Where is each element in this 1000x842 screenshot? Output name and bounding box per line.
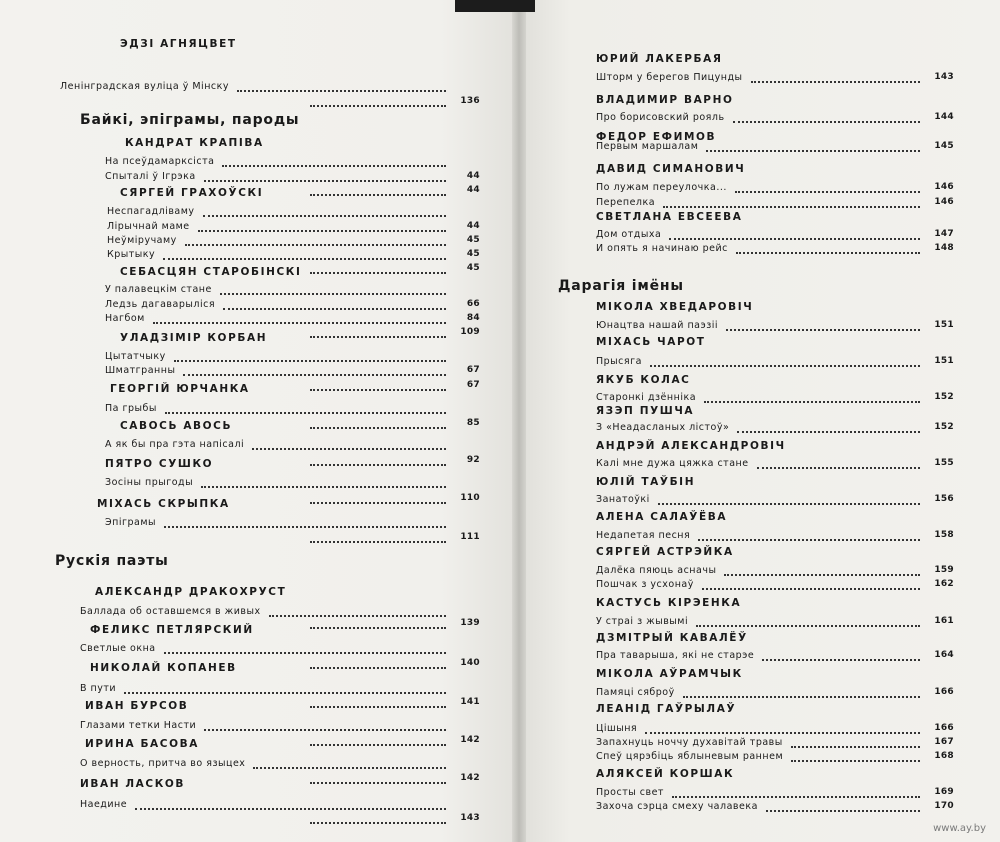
entry-title: Ленінградская вуліца ў Мінску (60, 81, 229, 92)
author-name: ИВАН БУРСОВ (85, 700, 189, 712)
entry-title: Наедине (80, 799, 128, 810)
toc-entry (558, 196, 954, 210)
entry-title: По лужам переулочка... (596, 182, 727, 193)
entry-title: И опять я начинаю рейс (596, 243, 728, 254)
author-name: ФЕДОР ЕФИМОВ (596, 131, 717, 143)
entry-title: Эпіграмы (105, 517, 156, 528)
toc-entry (60, 155, 480, 169)
leader-dots (645, 720, 920, 734)
toc-entry (60, 642, 480, 656)
toc-entry (558, 355, 954, 369)
leader-dots (724, 562, 920, 576)
author-name: АЛЕНА САЛАЎЁВА (596, 511, 728, 523)
leader-dots (174, 348, 446, 362)
toc-entry (60, 757, 480, 771)
entry-title: Юнацтва нашай паэзіі (596, 320, 719, 331)
author-name: ДАВИД СИМАНОВИЧ (596, 163, 746, 175)
watermark: www.ay.by (933, 823, 986, 834)
author-name: САВОСЬ АВОСЬ (120, 420, 233, 432)
leader-dots (696, 613, 920, 627)
author-name: ГЕОРГІЙ ЮРЧАНКА (110, 383, 250, 395)
page-number: 147 (934, 229, 954, 239)
leader-dots (135, 796, 446, 810)
toc-entry (558, 111, 954, 125)
leader-dots (791, 748, 920, 762)
leader-dots (310, 452, 446, 466)
toc-entry (60, 719, 480, 733)
page-number: 151 (934, 356, 954, 366)
entry-title: Про борисовский рояль (596, 112, 725, 123)
leader-dots (310, 615, 446, 629)
page-number: 44 (466, 171, 480, 181)
toc-entry (558, 686, 954, 700)
entry-title: О верность, притча во языцех (80, 758, 246, 769)
leader-dots (310, 377, 446, 391)
entry-title: Спыталі ў Ігрэка (105, 171, 196, 182)
page-number: 66 (466, 299, 480, 309)
page-number: 67 (466, 365, 480, 375)
toc-entry (558, 457, 954, 471)
author-name: ЮРИЙ ЛАКЕРБАЯ (596, 53, 723, 65)
author-name: ЭДЗІ АГНЯЦВЕТ (120, 38, 237, 50)
author-name: СВЕТЛАНА ЕВСЕЕВА (596, 211, 743, 223)
page-number: 45 (466, 249, 480, 259)
page-number: 161 (934, 616, 954, 626)
entry-title: Цытатчыку (105, 351, 166, 362)
page-number: 169 (934, 787, 954, 797)
leader-dots (198, 218, 446, 232)
entry-title: З «Неадасланых лістоў» (596, 422, 730, 433)
author-name: ЮЛІЙ ТАЎБІН (596, 476, 696, 488)
author-name: МІКОЛА ХВЕДАРОВІЧ (596, 301, 754, 313)
page-number: 136 (460, 96, 480, 106)
entry-title: Неўміручаму (107, 235, 177, 246)
page-number: 148 (934, 243, 954, 253)
leader-dots (153, 310, 446, 324)
page-number: 142 (460, 735, 480, 745)
entry-title: На псеўдамарксіста (105, 156, 215, 167)
page-number: 164 (934, 650, 954, 660)
author-name: КАНДРАТ КРАПІВА (125, 137, 264, 149)
leader-dots (726, 317, 920, 331)
entry-title: Шторм у берегов Пицунды (596, 72, 743, 83)
author-name: ФЕЛИКС ПЕТЛЯРСКИЙ (90, 624, 254, 636)
leader-dots (183, 362, 446, 376)
toc-entry (558, 181, 954, 195)
leader-dots (737, 419, 920, 433)
entry-title: Старонкі дзённіка (596, 392, 697, 403)
page-number: 142 (460, 773, 480, 783)
page-number: 166 (934, 687, 954, 697)
page-number: 156 (934, 494, 954, 504)
page-number: 167 (934, 737, 954, 747)
leader-dots (253, 755, 446, 769)
page-number: 111 (460, 532, 480, 542)
author-name: ЯЗЭП ПУШЧА (596, 405, 695, 417)
entry-title: Лірычнай маме (107, 221, 190, 232)
page-number: 151 (934, 320, 954, 330)
leader-dots (252, 436, 446, 450)
leader-dots (165, 400, 446, 414)
author-name: ДЗМІТРЫЙ КАВАЛЁЎ (596, 632, 748, 644)
leader-dots (791, 734, 920, 748)
leader-dots (203, 203, 446, 217)
entry-title: Па грыбы (105, 403, 157, 414)
leader-dots (310, 529, 446, 543)
book-gutter (512, 0, 526, 842)
toc-entry (60, 402, 480, 416)
author-name: ЯКУБ КОЛАС (596, 374, 691, 386)
author-name: ВЛАДИМИР ВАРНО (596, 94, 734, 106)
leader-dots (310, 694, 446, 708)
entry-title: Ледзь дагаварыліся (105, 299, 216, 310)
toc-entry (60, 516, 480, 530)
leader-dots (164, 514, 446, 528)
entry-title: Дом отдыха (596, 229, 662, 240)
toc-entry (558, 529, 954, 543)
entry-title: Запахнуць ноччу духавітай травы (596, 737, 783, 748)
leader-dots (310, 415, 446, 429)
entry-title: А як бы пра гэта напісалі (105, 439, 245, 450)
page-number: 155 (934, 458, 954, 468)
entry-title: Неспагадліваму (107, 206, 195, 217)
toc-entry (558, 391, 954, 405)
page-number: 110 (460, 493, 480, 503)
entry-title: Светлые окна (80, 643, 156, 654)
page-number: 162 (934, 579, 954, 589)
leader-dots (733, 109, 920, 123)
toc-entry (60, 476, 480, 490)
entry-title: Памяці сяброў (596, 687, 675, 698)
entry-title: Прысяга (596, 356, 642, 367)
leader-dots (310, 655, 446, 669)
entry-title: Первым маршалам (596, 141, 699, 152)
leader-dots (683, 684, 920, 698)
author-name: СЕБАСЦЯН СТАРОБІНСКІ (120, 266, 302, 278)
leader-dots (672, 784, 920, 798)
leader-dots (310, 810, 446, 824)
author-name: ЛЕАНІД ГАЎРЫЛАЎ (596, 703, 737, 715)
top-shadow (455, 0, 535, 12)
leader-dots (310, 490, 446, 504)
page-number: 170 (934, 801, 954, 811)
toc-entry (558, 750, 954, 764)
toc-entry (558, 421, 954, 435)
entry-title: Калі мне дужа цяжка стане (596, 458, 749, 469)
author-name: МІКОЛА АЎРАМЧЫК (596, 668, 743, 680)
entry-title: Баллада об оставшемся в живых (80, 606, 261, 617)
leader-dots (201, 474, 446, 488)
entry-title: Крытыку (107, 249, 156, 260)
author-name: ИРИНА БАСОВА (85, 738, 199, 750)
entry-title: Пошчак з усхонаў (596, 579, 694, 590)
author-name: МІХАСЬ СКРЫПКА (97, 498, 230, 510)
toc-page-line (60, 95, 480, 109)
toc-entry (558, 493, 954, 507)
entry-title: Глазами тетки Насти (80, 720, 197, 731)
page-number: 145 (934, 141, 954, 151)
toc-entry (60, 364, 480, 378)
page-number: 158 (934, 530, 954, 540)
page-number: 144 (934, 112, 954, 122)
author-name: НИКОЛАЙ КОПАНЕВ (90, 662, 237, 674)
entry-title: Шматгранны (105, 365, 176, 376)
leader-dots (658, 491, 920, 505)
page-number: 109 (460, 327, 480, 337)
page-number: 45 (466, 235, 480, 245)
entry-title: Недапетая песня (596, 530, 691, 541)
page-number: 139 (460, 618, 480, 628)
leader-dots (124, 680, 446, 694)
entry-title: Далёка пяюць асначы (596, 565, 717, 576)
toc-entry (558, 242, 954, 256)
leader-dots (766, 798, 920, 812)
section-heading: Дарагія імёны (558, 278, 684, 294)
leader-dots (706, 138, 920, 152)
entry-title: Пра таварыша, які не старэе (596, 650, 755, 661)
section-heading: Байкі, эпіграмы, пароды (80, 112, 300, 128)
leader-dots (163, 246, 446, 260)
entry-title: Нагбом (105, 313, 145, 324)
toc-entry (558, 649, 954, 663)
page-number: 146 (934, 182, 954, 192)
leader-dots (310, 260, 446, 274)
leader-dots (757, 455, 920, 469)
author-name: УЛАДЗІМІР КОРБАН (120, 332, 268, 344)
leader-dots (704, 389, 920, 403)
leader-dots (164, 640, 446, 654)
author-name: АНДРЭЙ АЛЕКСАНДРОВІЧ (596, 440, 786, 452)
leader-dots (223, 296, 446, 310)
toc-entry (60, 283, 480, 297)
author-name: ПЯТРО СУШКО (105, 458, 214, 470)
toc-page-line (60, 531, 480, 545)
leader-dots (762, 647, 920, 661)
leader-dots (310, 732, 446, 746)
page-number: 159 (934, 565, 954, 575)
leader-dots (185, 232, 446, 246)
entry-title: Просты свет (596, 787, 664, 798)
entry-title: Спеў цярэбіць яблыневым раннем (596, 751, 784, 762)
author-name: КАСТУСЬ КІРЭЕНКА (596, 597, 742, 609)
leader-dots (310, 93, 446, 107)
page-number: 168 (934, 751, 954, 761)
leader-dots (751, 69, 920, 83)
leader-dots (702, 576, 920, 590)
leader-dots (204, 168, 446, 182)
page-number: 67 (466, 380, 480, 390)
toc-entry (558, 140, 954, 154)
toc-page-line (60, 812, 480, 826)
entry-title: В пути (80, 683, 117, 694)
toc-entry (60, 80, 480, 94)
entry-title: Цішыня (596, 723, 638, 734)
page-number: 141 (460, 697, 480, 707)
leader-dots (735, 179, 920, 193)
leader-dots (310, 770, 446, 784)
entry-title: У палавецкім стане (105, 284, 212, 295)
page-number: 140 (460, 658, 480, 668)
leader-dots (663, 194, 920, 208)
toc-entry (60, 205, 480, 219)
page-number: 44 (466, 185, 480, 195)
leader-dots (222, 153, 446, 167)
author-name: СЯРГЕЙ АСТРЭЙКА (596, 546, 734, 558)
author-name: АЛЯКСЕЙ КОРШАК (596, 768, 735, 780)
entry-title: Зосіны прыгоды (105, 477, 194, 488)
author-name: ИВАН ЛАСКОВ (80, 778, 186, 790)
leader-dots (237, 78, 446, 92)
author-name: АЛЕКСАНДР ДРАКОХРУСТ (95, 586, 287, 598)
toc-entry (60, 438, 480, 452)
page-number: 92 (466, 455, 480, 465)
leader-dots (669, 226, 920, 240)
author-name: СЯРГЕЙ ГРАХОЎСКІ (120, 187, 264, 199)
page-number: 85 (466, 418, 480, 428)
page-number: 84 (466, 313, 480, 323)
leader-dots (736, 240, 920, 254)
author-name: МІХАСЬ ЧАРОТ (596, 336, 706, 348)
toc-entry (558, 578, 954, 592)
page-number: 143 (934, 72, 954, 82)
entry-title: Перепелка (596, 197, 656, 208)
leader-dots (698, 527, 920, 541)
entry-title: У страі з жывымі (596, 616, 689, 627)
section-heading: Рускія паэты (55, 553, 169, 569)
toc-entry (558, 800, 954, 814)
leader-dots (650, 353, 920, 367)
page-number: 45 (466, 263, 480, 273)
page-number: 146 (934, 197, 954, 207)
toc-entry (558, 71, 954, 85)
page-number: 166 (934, 723, 954, 733)
entry-title: Захоча сэрца смеху чалавека (596, 801, 758, 812)
toc-entry (558, 615, 954, 629)
page-number: 143 (460, 813, 480, 823)
leader-dots (310, 324, 446, 338)
page-number: 44 (466, 221, 480, 231)
leader-dots (204, 717, 446, 731)
leader-dots (310, 182, 446, 196)
toc-entry (558, 319, 954, 333)
entry-title: Занатоўкі (596, 494, 650, 505)
page-number: 152 (934, 392, 954, 402)
page-number: 152 (934, 422, 954, 432)
leader-dots (220, 281, 446, 295)
